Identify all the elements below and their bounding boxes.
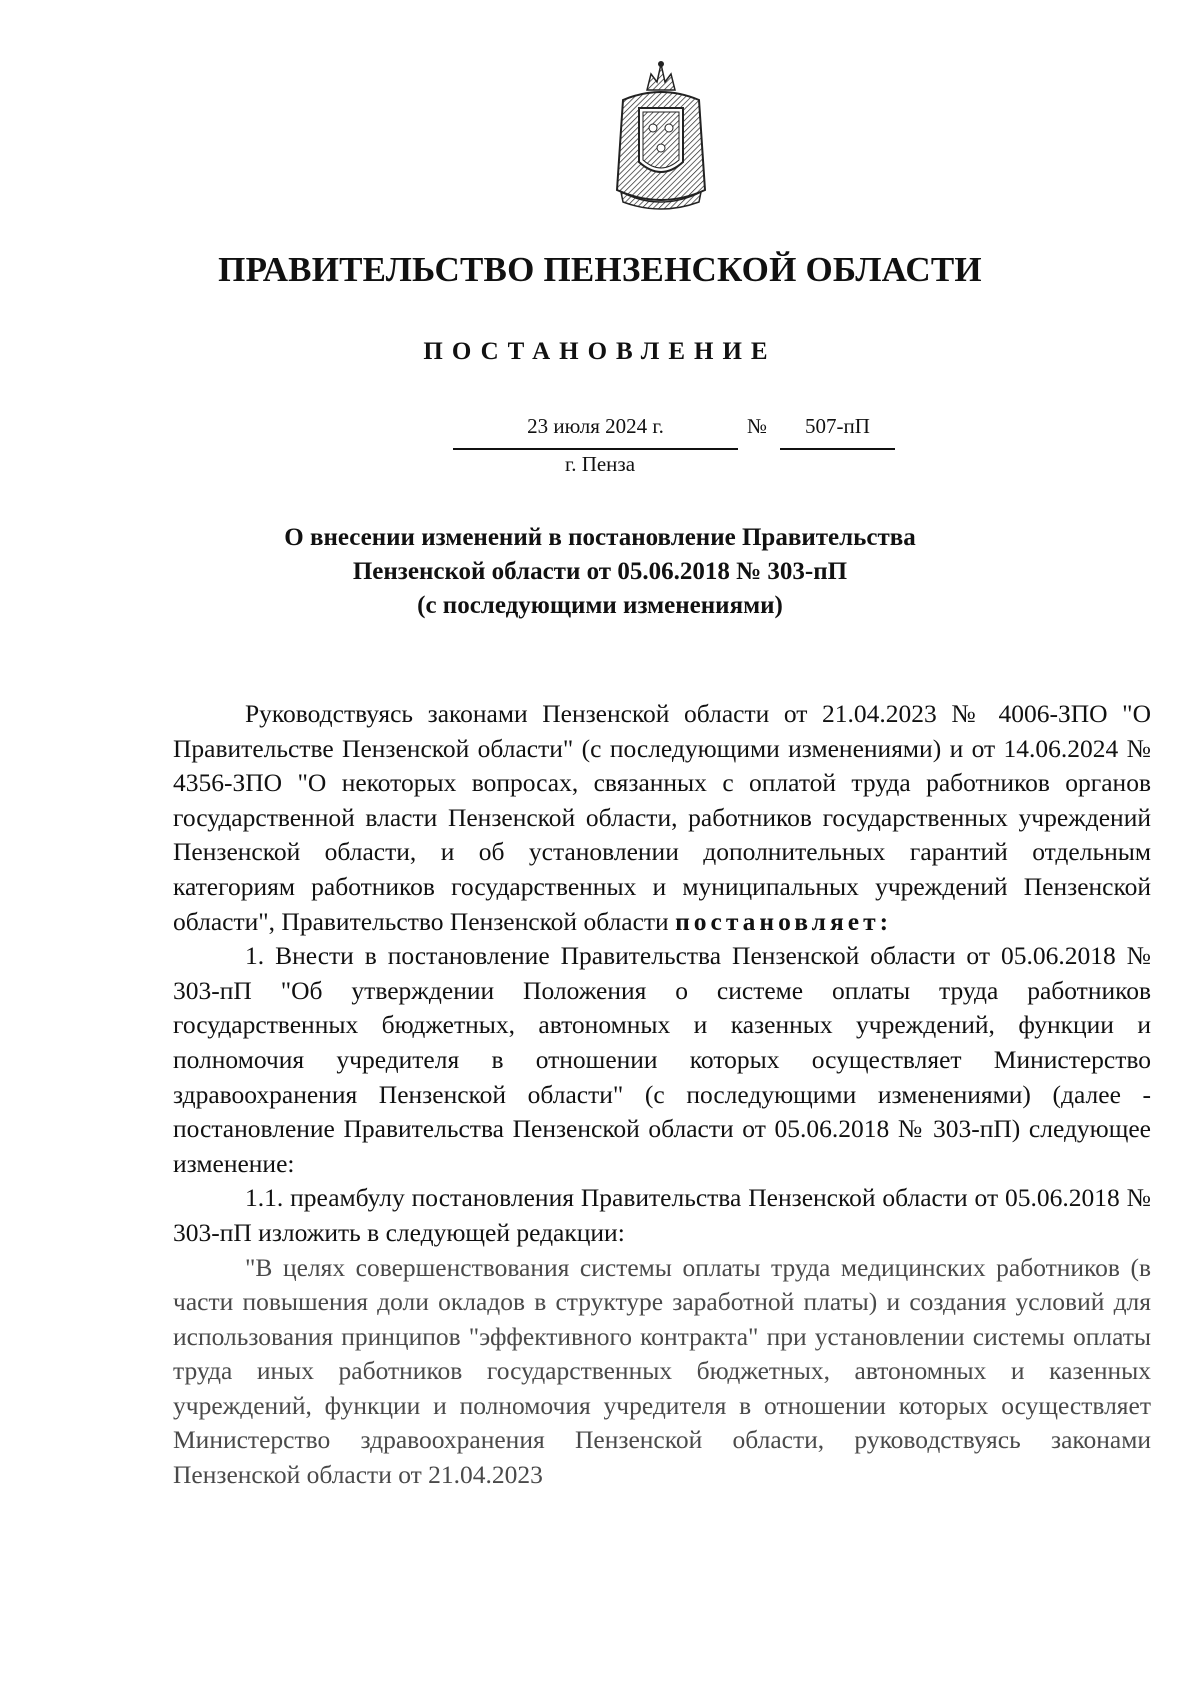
coat-of-arms-emblem: [603, 60, 719, 212]
preamble-text: Руководствуясь законами Пензенской области от 21.04.2023 № 4006-ЗПО "О Правительстве Пензенской области" (с последующими изменениями) и от 14.06.2024 № 4356-ЗПО "О некоторых вопросах, связанных с оплатой труда работников органов государственной власти Пензенской области, работников государственных учреждений Пензенской области, и об установлении дополнительных гарантий отдельным категориям работников государственных и муниципальных учреждений Пензенской области", Правительство Пензенской области: [173, 699, 1151, 936]
decree-date: 23 июля 2024 г.: [453, 414, 738, 450]
city: г. Пенза: [564, 452, 636, 476]
subject-line-3: (с последующими изменениями): [417, 592, 783, 619]
number-label: №: [746, 414, 768, 438]
subject-line-1: О внесении изменений в постановление Правительства: [284, 524, 916, 551]
paragraph-preamble: [173, 697, 1151, 939]
paragraph-new-preamble: "В целях совершенствования системы оплаты труда медицинских работников (в части повышения доли окладов в структуре заработной платы) и создания условий для использования принципов "эффективного контракта" при установлении системы оплаты труда иных работников государственных бюджетных, автономных и казенных учреждений, функции и полномочия учредителя в отношении которых осуществляет Министерство здравоохранения Пензенской области, руководствуясь законами Пензенской области от 21.04.2023: [173, 1252, 1151, 1490]
decree-body: [173, 697, 1151, 1493]
government-title: ПРАВИТЕЛЬСТВО ПЕНЗЕНСКОЙ ОБЛАСТИ: [218, 250, 982, 289]
decree-number: 507-пП: [780, 414, 895, 450]
subject-line-2: Пензенской области от 05.06.2018 № 303-пП: [352, 558, 848, 585]
resolves-word: постановляет:: [675, 906, 893, 936]
decree-subject: [0, 521, 1200, 623]
paragraph-item-1: 1. Внести в постановление Правительства Пензенской области от 05.06.2018 № 303-пП "Об утверждении Положения о системе оплаты труда работников государственных бюджетных, автономных и казенных учреждений, функции и полномочия учредителя в отношении которых осуществляет Министерство здравоохранения Пензенской области" (с последующими изменениями) (далее - постановление Правительства Пензенской области от 05.06.2018 № 303-пП) следующее изменение:: [173, 941, 1151, 1178]
document-type: ПОСТАНОВЛЕНИЕ: [423, 338, 777, 365]
coat-of-arms-icon: [603, 60, 719, 212]
paragraph-item-1-1: 1.1. преамбулу постановления Правительства Пензенской области от 05.06.2018 № 303-пП изложить в следующей редакции:: [173, 1183, 1151, 1247]
